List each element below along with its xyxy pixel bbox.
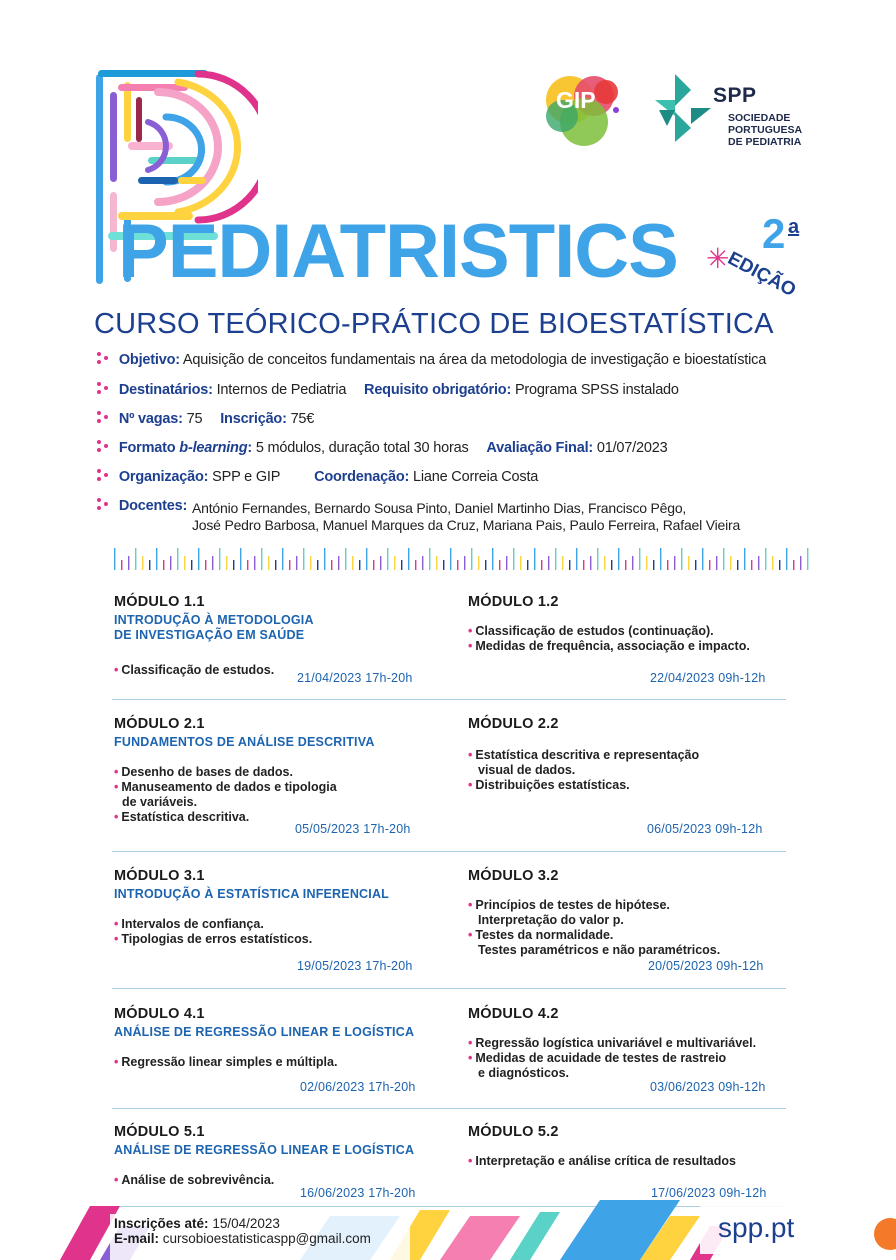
tick-mark <box>499 560 500 570</box>
asterisk-icon: ✳ <box>706 243 730 274</box>
main-title: PEDIATRISTICS <box>118 209 678 294</box>
module-2-1: MÓDULO 2.1 FUNDAMENTOS DE ANÁLISE DESCRITIVA • Desenho de bases de dados. • Manuseamento de dados e tipologia de variáveis. • Estatística descritiva. <box>114 716 375 824</box>
tick-mark <box>793 560 794 570</box>
module-1-2: MÓDULO 1.2 • Classificação de estudos (continuação). • Medidas de frequência, associação e impacto. <box>468 594 750 653</box>
module-divider <box>112 851 786 852</box>
bullet-icon <box>96 439 110 453</box>
tick-mark <box>324 548 325 570</box>
tick-mark <box>513 548 514 570</box>
tick-mark <box>387 548 388 570</box>
tick-mark <box>471 548 472 570</box>
tick-mark <box>394 556 395 570</box>
tick-mark <box>464 556 465 570</box>
edition-badge <box>706 210 816 302</box>
tick-mark <box>730 556 731 570</box>
subtitle: CURSO TEÓRICO-PRÁTICO DE BIOESTATÍSTICA <box>94 308 774 340</box>
tick-mark <box>709 560 710 570</box>
tick-mark <box>268 556 269 570</box>
gip-logo-text: GIP <box>556 87 596 113</box>
docentes-list: António Fernandes, Bernardo Sousa Pinto, Daniel Martinho Dias, Francisco Pêgo, José Pedro Barbosa, Manuel Marques da Cruz, Mariana Pais, Paulo Ferreira, Rafael Vieira <box>192 500 741 533</box>
tick-mark <box>653 560 654 570</box>
tick-mark <box>247 560 248 570</box>
tick-mark <box>618 548 619 570</box>
tick-mark <box>681 548 682 570</box>
tick-mark <box>233 560 234 570</box>
tick-mark <box>779 560 780 570</box>
tick-mark <box>527 560 528 570</box>
tick-mark <box>786 548 787 570</box>
tick-mark <box>436 556 437 570</box>
footer-registration: Inscrições até: 15/04/2023 E-mail: cursobioestatisticaspp@gmail.com <box>114 1216 371 1246</box>
tick-mark <box>583 560 584 570</box>
tick-mark <box>422 556 423 570</box>
spp-name: SOCIEDADE PORTUGUESA DE PEDIATRIA <box>728 112 803 148</box>
tick-mark <box>408 548 409 570</box>
tick-mark <box>156 548 157 570</box>
spp-pinwheel-icon <box>655 72 711 142</box>
module-1-1: MÓDULO 1.1 INTRODUÇÃO À METODOLOGIA DE INVESTIGAÇÃO EM SAÚDE • Classificação de estudos. <box>114 594 314 677</box>
tick-mark <box>401 560 402 570</box>
tick-mark <box>331 560 332 570</box>
module-3-2-date: 20/05/2023 09h-12h <box>648 959 764 973</box>
tick-mark <box>191 560 192 570</box>
tick-mark <box>380 556 381 570</box>
module-5-2: MÓDULO 5.2 • Interpretação e análise crítica de resultados <box>468 1124 736 1168</box>
tick-mark <box>345 548 346 570</box>
tick-mark <box>310 556 311 570</box>
spp-abbr: SPP <box>713 84 757 107</box>
tick-mark <box>149 560 150 570</box>
info-formato: Formato b-learning: 5 módulos, duração total 30 horas Avaliação Final: 01/07/2023 <box>96 440 667 456</box>
tick-mark <box>576 548 577 570</box>
tick-mark <box>485 560 486 570</box>
module-3-1-date: 19/05/2023 17h-20h <box>297 959 413 973</box>
module-5-2-date: 17/06/2023 09h-12h <box>651 1186 767 1200</box>
bullet-icon <box>96 468 110 482</box>
info-destinatarios: Destinatários: Internos de Pediatria Requisito obrigatório: Programa SPSS instalado <box>96 382 679 398</box>
tick-mark <box>723 548 724 570</box>
tick-mark <box>338 556 339 570</box>
tick-mark <box>597 548 598 570</box>
tick-mark <box>289 560 290 570</box>
bullet-icon <box>96 381 110 395</box>
tick-mark <box>590 556 591 570</box>
tick-mark <box>478 556 479 570</box>
module-3-2: MÓDULO 3.2 • Princípios de testes de hipótese. Interpretação do valor p. • Testes da normalidade. Testes paramétricos e não paramétricos. <box>468 868 721 957</box>
site-link[interactable]: spp.pt <box>718 1212 795 1243</box>
module-5-1: MÓDULO 5.1 ANÁLISE DE REGRESSÃO LINEAR E LOGÍSTICA • Análise de sobrevivência. <box>114 1124 415 1187</box>
tick-mark <box>695 560 696 570</box>
info-objetivo: Objetivo: Aquisição de conceitos fundamentais na área da metodologia de investigação e bioestatística <box>96 352 766 368</box>
tick-mark <box>716 556 717 570</box>
tick-mark <box>604 556 605 570</box>
gip-logo-icon <box>540 70 625 150</box>
bullet-icon <box>96 497 110 511</box>
tick-mark <box>674 556 675 570</box>
tick-mark <box>569 560 570 570</box>
tick-mark <box>457 560 458 570</box>
tick-mark <box>492 548 493 570</box>
tick-mark <box>240 548 241 570</box>
tick-mark <box>611 560 612 570</box>
tick-mark <box>744 548 745 570</box>
tick-mark <box>660 548 661 570</box>
module-3-1: MÓDULO 3.1 INTRODUÇÃO À ESTATÍSTICA INFERENCIAL • Intervalos de confiança. • Tipologias de erros estatísticos. <box>114 868 390 946</box>
email-link[interactable]: cursobioestatisticaspp@gmail.com <box>162 1231 371 1246</box>
tick-mark <box>275 560 276 570</box>
module-divider <box>112 1108 786 1109</box>
tick-mark <box>415 560 416 570</box>
edition-word: EDIÇÃO <box>724 248 800 302</box>
tick-mark <box>317 560 318 570</box>
module-4-2-date: 03/06/2023 09h-12h <box>650 1080 766 1094</box>
tick-mark <box>562 556 563 570</box>
info-organizacao: Organização: SPP e GIP Coordenação: Liane Correia Costa <box>96 469 538 485</box>
info-vagas: Nº vagas: 75 Inscrição: 75€ <box>96 411 314 427</box>
tick-mark <box>177 548 178 570</box>
tick-mark <box>534 548 535 570</box>
module-2-2: MÓDULO 2.2 • Estatística descritiva e representação visual de dados. • Distribuições estatísticas. <box>468 716 700 792</box>
tick-mark <box>800 556 801 570</box>
tick-mark <box>254 556 255 570</box>
tick-mark <box>261 548 262 570</box>
tick-mark <box>807 548 808 570</box>
module-divider <box>112 988 786 989</box>
tick-mark <box>128 556 129 570</box>
module-4-1: MÓDULO 4.1 ANÁLISE DE REGRESSÃO LINEAR E LOGÍSTICA • Regressão linear simples e múltipla. <box>114 1006 415 1069</box>
tick-mark <box>443 560 444 570</box>
module-2-2-date: 06/05/2023 09h-12h <box>647 822 763 836</box>
module-5-1-date: 16/06/2023 17h-20h <box>300 1186 416 1200</box>
tick-mark <box>541 560 542 570</box>
edition-sup: a <box>788 216 800 238</box>
tick-mark <box>765 548 766 570</box>
tick-mark <box>121 560 122 570</box>
tick-mark <box>198 548 199 570</box>
module-2-1-date: 05/05/2023 17h-20h <box>295 822 411 836</box>
tick-mark <box>114 548 115 570</box>
tick-mark <box>135 548 136 570</box>
tick-mark <box>359 560 360 570</box>
tick-mark <box>296 556 297 570</box>
tick-mark <box>737 560 738 570</box>
tick-mark <box>450 548 451 570</box>
tick-mark <box>667 560 668 570</box>
tick-mark <box>702 548 703 570</box>
tick-mark <box>205 560 206 570</box>
tick-mark <box>520 556 521 570</box>
module-4-2: MÓDULO 4.2 • Regressão logística univariável e multivariável. • Medidas de acuidade de testes de rastreio e diagnósticos. <box>468 1006 757 1080</box>
tick-mark <box>758 556 759 570</box>
tick-mark <box>352 556 353 570</box>
tick-mark <box>212 556 213 570</box>
module-divider <box>112 699 786 700</box>
tick-mark <box>142 556 143 570</box>
info-docentes: Docentes: <box>96 498 187 514</box>
tick-mark <box>429 548 430 570</box>
tick-mark <box>303 548 304 570</box>
tick-mark <box>646 556 647 570</box>
tick-mark <box>632 556 633 570</box>
tick-mark <box>170 556 171 570</box>
tick-mark <box>184 556 185 570</box>
tick-mark <box>772 556 773 570</box>
tick-divider-icon <box>112 546 812 572</box>
edition-number: 2 <box>762 210 786 257</box>
tick-mark <box>751 560 752 570</box>
tick-mark <box>366 548 367 570</box>
tick-mark <box>639 548 640 570</box>
tick-mark <box>219 548 220 570</box>
module-1-2-date: 22/04/2023 09h-12h <box>650 671 766 685</box>
tick-mark <box>373 560 374 570</box>
tick-mark <box>506 556 507 570</box>
tick-mark <box>163 560 164 570</box>
tick-mark <box>688 556 689 570</box>
module-1-1-date: 21/04/2023 17h-20h <box>297 671 413 685</box>
bullet-icon <box>96 351 110 365</box>
tick-mark <box>548 556 549 570</box>
bullet-icon <box>96 410 110 424</box>
tick-mark <box>555 548 556 570</box>
tick-mark <box>282 548 283 570</box>
module-4-1-date: 02/06/2023 17h-20h <box>300 1080 416 1094</box>
tick-mark <box>625 560 626 570</box>
tick-mark <box>226 556 227 570</box>
